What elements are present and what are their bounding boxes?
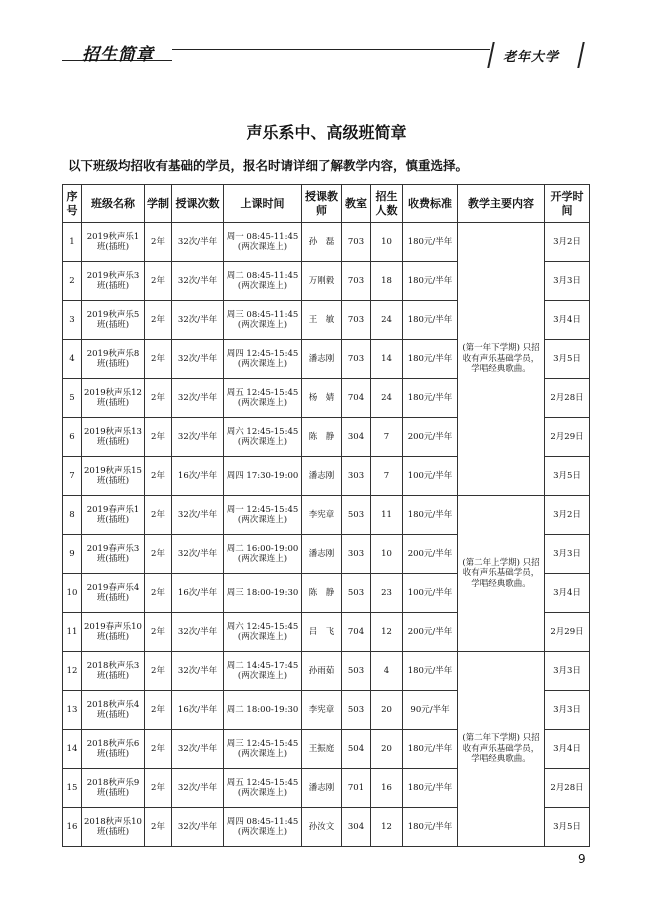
cell-sessions: 32次/半年	[172, 769, 224, 808]
cell-fee: 180元/半年	[403, 223, 458, 262]
cell-start-date: 3月5日	[545, 808, 590, 847]
cell-teacher: 孙 磊	[302, 223, 342, 262]
table-body	[63, 223, 590, 847]
cell-number: 6	[63, 418, 82, 457]
cell-fee: 200元/半年	[403, 535, 458, 574]
cell-schedule: 周二 08:45-11:45 (两次课连上)	[224, 262, 302, 301]
cell-class-name: 2019秋声乐15班(插班)	[82, 457, 145, 496]
column-header: 招生人数	[371, 185, 403, 223]
cell-fee: 180元/半年	[403, 808, 458, 847]
cell-fee: 180元/半年	[403, 652, 458, 691]
cell-teacher: 李宪章	[302, 496, 342, 535]
cell-fee: 180元/半年	[403, 262, 458, 301]
cell-room: 304	[342, 418, 371, 457]
cell-sessions: 32次/半年	[172, 418, 224, 457]
cell-teacher: 潘志刚	[302, 535, 342, 574]
cell-class-name: 2018秋声乐3班(插班)	[82, 652, 145, 691]
cell-enrollment: 18	[371, 262, 403, 301]
cell-teaching-content: (第二年下学期) 只招收有声乐基础学员，学唱经典歌曲。	[458, 652, 545, 847]
page-number: 9	[578, 852, 586, 866]
header-slash-right	[577, 42, 585, 68]
cell-start-date: 2月29日	[545, 613, 590, 652]
table-row	[63, 496, 590, 535]
cell-sessions: 32次/半年	[172, 340, 224, 379]
cell-schedule: 周五 12:45-15:45 (两次课连上)	[224, 379, 302, 418]
cell-class-name: 2019春声乐10班(插班)	[82, 613, 145, 652]
cell-fee: 200元/半年	[403, 418, 458, 457]
column-header: 收费标准	[403, 185, 458, 223]
cell-class-name: 2018秋声乐9班(插班)	[82, 769, 145, 808]
table-header-row	[63, 185, 590, 223]
cell-sessions: 32次/半年	[172, 535, 224, 574]
cell-sessions: 32次/半年	[172, 379, 224, 418]
cell-duration: 2年	[145, 496, 172, 535]
cell-class-name: 2018秋声乐10班(插班)	[82, 808, 145, 847]
cell-schedule: 周一 08:45-11:45 (两次课连上)	[224, 223, 302, 262]
cell-room: 503	[342, 652, 371, 691]
cell-class-name: 2019秋声乐5班(插班)	[82, 301, 145, 340]
cell-sessions: 32次/半年	[172, 613, 224, 652]
cell-sessions: 32次/半年	[172, 808, 224, 847]
cell-teacher: 王振庭	[302, 730, 342, 769]
cell-teacher: 杨 婧	[302, 379, 342, 418]
cell-duration: 2年	[145, 730, 172, 769]
cell-room: 703	[342, 262, 371, 301]
cell-teacher: 潘志刚	[302, 340, 342, 379]
cell-schedule: 周二 18:00-19:30	[224, 691, 302, 730]
cell-teacher: 潘志刚	[302, 769, 342, 808]
course-table	[62, 184, 590, 847]
cell-class-name: 2019春声乐1班(插班)	[82, 496, 145, 535]
cell-fee: 180元/半年	[403, 301, 458, 340]
cell-teacher: 陈 静	[302, 418, 342, 457]
cell-room: 704	[342, 379, 371, 418]
cell-enrollment: 20	[371, 730, 403, 769]
cell-room: 504	[342, 730, 371, 769]
cell-class-name: 2019秋声乐3班(插班)	[82, 262, 145, 301]
cell-enrollment: 24	[371, 379, 403, 418]
cell-enrollment: 20	[371, 691, 403, 730]
cell-teacher: 孙雨茹	[302, 652, 342, 691]
cell-fee: 100元/半年	[403, 457, 458, 496]
cell-sessions: 32次/半年	[172, 652, 224, 691]
cell-fee: 180元/半年	[403, 730, 458, 769]
cell-number: 3	[63, 301, 82, 340]
cell-room: 503	[342, 691, 371, 730]
cell-enrollment: 11	[371, 496, 403, 535]
cell-start-date: 3月4日	[545, 574, 590, 613]
cell-teacher: 吕 飞	[302, 613, 342, 652]
cell-enrollment: 16	[371, 769, 403, 808]
cell-duration: 2年	[145, 262, 172, 301]
cell-schedule: 周三 12:45-15:45 (两次课连上)	[224, 730, 302, 769]
cell-start-date: 3月3日	[545, 262, 590, 301]
cell-class-name: 2018秋声乐4班(插班)	[82, 691, 145, 730]
cell-schedule: 周二 14:45-17:45 (两次课连上)	[224, 652, 302, 691]
table-row	[63, 652, 590, 691]
cell-teaching-content: (第二年上学期) 只招收有声乐基础学员，学唱经典歌曲。	[458, 496, 545, 652]
cell-schedule: 周六 12:45-15:45 (两次课连上)	[224, 418, 302, 457]
cell-teacher: 潘志刚	[302, 457, 342, 496]
cell-schedule: 周四 08:45-11:45 (两次课连上)	[224, 808, 302, 847]
cell-duration: 2年	[145, 613, 172, 652]
cell-room: 703	[342, 301, 371, 340]
cell-start-date: 3月5日	[545, 340, 590, 379]
cell-enrollment: 12	[371, 808, 403, 847]
cell-number: 11	[63, 613, 82, 652]
cell-start-date: 2月28日	[545, 769, 590, 808]
cell-duration: 2年	[145, 418, 172, 457]
cell-schedule: 周四 17:30-19:00	[224, 457, 302, 496]
cell-room: 703	[342, 340, 371, 379]
cell-schedule: 周六 12:45-15:45 (两次课连上)	[224, 613, 302, 652]
cell-duration: 2年	[145, 457, 172, 496]
cell-start-date: 2月29日	[545, 418, 590, 457]
cell-duration: 2年	[145, 652, 172, 691]
cell-number: 15	[63, 769, 82, 808]
cell-number: 16	[63, 808, 82, 847]
column-header: 教室	[342, 185, 371, 223]
cell-enrollment: 10	[371, 223, 403, 262]
cell-class-name: 2019秋声乐13班(插班)	[82, 418, 145, 457]
cell-room: 701	[342, 769, 371, 808]
cell-sessions: 32次/半年	[172, 301, 224, 340]
column-header: 授课次数	[172, 185, 224, 223]
document-title: 声乐系中、高级班简章	[246, 123, 407, 142]
cell-enrollment: 23	[371, 574, 403, 613]
cell-class-name: 2019春声乐4班(插班)	[82, 574, 145, 613]
cell-duration: 2年	[145, 691, 172, 730]
cell-sessions: 32次/半年	[172, 262, 224, 301]
cell-fee: 180元/半年	[403, 340, 458, 379]
cell-start-date: 2月28日	[545, 379, 590, 418]
cell-class-name: 2019春声乐3班(插班)	[82, 535, 145, 574]
cell-schedule: 周二 16:00-19:00 (两次课连上)	[224, 535, 302, 574]
cell-class-name: 2018秋声乐6班(插班)	[82, 730, 145, 769]
cell-fee: 180元/半年	[403, 379, 458, 418]
cell-number: 9	[63, 535, 82, 574]
cell-fee: 180元/半年	[403, 496, 458, 535]
cell-duration: 2年	[145, 808, 172, 847]
cell-fee: 200元/半年	[403, 613, 458, 652]
cell-room: 703	[342, 223, 371, 262]
column-header: 教学主要内容	[458, 185, 545, 223]
column-header: 序号	[63, 185, 82, 223]
cell-enrollment: 4	[371, 652, 403, 691]
cell-enrollment: 7	[371, 457, 403, 496]
cell-start-date: 3月3日	[545, 691, 590, 730]
cell-number: 7	[63, 457, 82, 496]
cell-sessions: 32次/半年	[172, 223, 224, 262]
cell-enrollment: 10	[371, 535, 403, 574]
document-intro: 以下班级均招收有基础的学员，报名时请详细了解教学内容，慎重选择。	[68, 158, 469, 173]
cell-enrollment: 7	[371, 418, 403, 457]
cell-number: 10	[63, 574, 82, 613]
column-header: 学制	[145, 185, 172, 223]
cell-duration: 2年	[145, 574, 172, 613]
cell-teacher: 陈 静	[302, 574, 342, 613]
cell-schedule: 周五 12:45-15:45 (两次课连上)	[224, 769, 302, 808]
cell-number: 8	[63, 496, 82, 535]
cell-start-date: 3月5日	[545, 457, 590, 496]
cell-start-date: 3月2日	[545, 223, 590, 262]
cell-duration: 2年	[145, 340, 172, 379]
cell-room: 503	[342, 496, 371, 535]
cell-number: 5	[63, 379, 82, 418]
column-header: 开学时间	[545, 185, 590, 223]
cell-number: 1	[63, 223, 82, 262]
cell-number: 12	[63, 652, 82, 691]
cell-room: 303	[342, 457, 371, 496]
cell-sessions: 16次/半年	[172, 574, 224, 613]
cell-number: 4	[63, 340, 82, 379]
cell-duration: 2年	[145, 301, 172, 340]
cell-duration: 2年	[145, 223, 172, 262]
cell-schedule: 周三 18:00-19:30	[224, 574, 302, 613]
cell-fee: 180元/半年	[403, 769, 458, 808]
cell-teacher: 万刚毅	[302, 262, 342, 301]
cell-room: 704	[342, 613, 371, 652]
cell-teacher: 王 敏	[302, 301, 342, 340]
cell-class-name: 2019秋声乐8班(插班)	[82, 340, 145, 379]
cell-number: 13	[63, 691, 82, 730]
header-rule-top	[172, 49, 490, 50]
cell-room: 503	[342, 574, 371, 613]
header-school-name: 老年大学	[503, 50, 560, 65]
cell-schedule: 周四 12:45-15:45 (两次课连上)	[224, 340, 302, 379]
cell-room: 304	[342, 808, 371, 847]
cell-teacher: 孙汝文	[302, 808, 342, 847]
cell-room: 303	[342, 535, 371, 574]
cell-duration: 2年	[145, 379, 172, 418]
cell-sessions: 16次/半年	[172, 457, 224, 496]
cell-sessions: 16次/半年	[172, 691, 224, 730]
page-header	[0, 0, 653, 90]
cell-number: 2	[63, 262, 82, 301]
cell-fee: 100元/半年	[403, 574, 458, 613]
cell-enrollment: 14	[371, 340, 403, 379]
cell-enrollment: 24	[371, 301, 403, 340]
cell-schedule: 周一 12:45-15:45 (两次课连上)	[224, 496, 302, 535]
cell-sessions: 32次/半年	[172, 496, 224, 535]
cell-duration: 2年	[145, 535, 172, 574]
cell-class-name: 2019秋声乐12班(插班)	[82, 379, 145, 418]
header-slash	[487, 42, 495, 68]
cell-teacher: 李宪章	[302, 691, 342, 730]
column-header: 上课时间	[224, 185, 302, 223]
cell-start-date: 3月3日	[545, 535, 590, 574]
cell-number: 14	[63, 730, 82, 769]
cell-start-date: 3月2日	[545, 496, 590, 535]
cell-class-name: 2019秋声乐1班(插班)	[82, 223, 145, 262]
cell-schedule: 周三 08:45-11:45 (两次课连上)	[224, 301, 302, 340]
column-header: 授课教师	[302, 185, 342, 223]
cell-sessions: 32次/半年	[172, 730, 224, 769]
cell-start-date: 3月4日	[545, 730, 590, 769]
header-section-title: 招生简章	[82, 45, 154, 65]
cell-duration: 2年	[145, 769, 172, 808]
cell-teaching-content: (第一年下学期) 只招收有声乐基础学员，学唱经典歌曲。	[458, 223, 545, 496]
cell-start-date: 3月4日	[545, 301, 590, 340]
cell-fee: 90元/半年	[403, 691, 458, 730]
column-header: 班级名称	[82, 185, 145, 223]
table-row	[63, 223, 590, 262]
cell-start-date: 3月3日	[545, 652, 590, 691]
cell-enrollment: 12	[371, 613, 403, 652]
